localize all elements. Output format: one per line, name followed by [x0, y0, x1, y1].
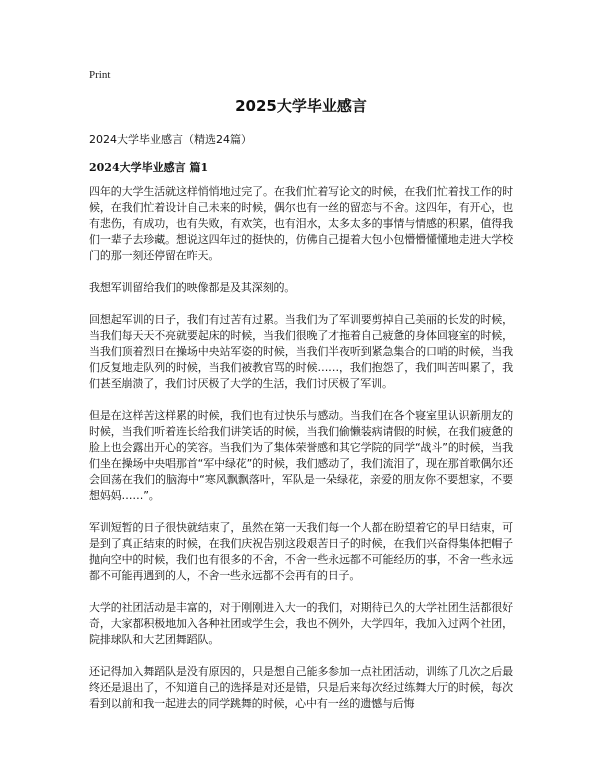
paragraph: 但是在这样苦这样累的时候，我们也有过快乐与感动。当我们在各个寝室里认识新朋友的时候，当我们听着连长给我们讲笑话的时候，当我们偷懒装病请假的时候，在我们疲惫的脸上也会露出开心的笑容。当我们为了集体荣誉感和其它学院的同学“战斗”的时候，当我们坐在操场中央唱那首“军中绿花”的时候，我们感动了，我们流泪了，现在那首歌偶尔还会回荡在我们的脑海中“寒风飘飘落叶，军队是一朵绿花，亲爱的朋友你不要想家，不要想妈妈……”。 [89, 409, 513, 502]
document-subtitle: 2024大学毕业感言（精选24篇） [89, 133, 252, 146]
paragraph: 四年的大学生活就这样悄悄地过完了。在我们忙着写论文的时候，在我们忙着找工作的时候，在我们忙着设计自己未来的时候，偶尔也有一丝的留恋与不舍。这四年，有开心，也有悲伤，有成功，也有失败，有欢笑，也有泪水，太多太多的事情与情感的积累，值得我们一辈子去珍藏。想说这四年过的挺快的，仿佛自己提着大包小包懵懵懂懂地走进大学校门的那一刻还停留在昨天。 [89, 185, 513, 262]
section-heading: 2024大学毕业感言 篇1 [89, 161, 209, 174]
paragraph: 我想军训留给我们的映像都是及其深刻的。 [89, 281, 296, 294]
paragraph: 还记得加入舞蹈队是没有原因的，只是想自己能多参加一点社团活动，训练了几次之后最终还是退出了，不知道自己的选择是对还是错，只是后来每次经过练舞大厅的时候，每次看到以前和我一起进去的同学跳舞的时候，心中有一丝的遗憾与后悔 [89, 665, 513, 710]
paragraph: 军训短暂的日子很快就结束了，虽然在第一天我们每一个人都在盼望着它的早日结束，可是到了真正结束的时候，在我们庆祝告别这段艰苦日子的时候，在我们兴奋得集体把帽子抛向空中的时候，我们也有很多的不舍，不舍一些永远都不可能经历的事，不舍一些永远都不可能再遇到的人，不舍一些永远都不会再有的日子。 [89, 521, 513, 582]
paragraph: 回想起军训的日子，我们有过苦有过累。当我们为了军训要剪掉自己美丽的长发的时候，当我们每天天不亮就要起床的时候，当我们很晚了才拖着自己疲惫的身体回寝室的时候，当我们顶着烈日在操场中央站军姿的时候，当我们半夜听到紧急集合的口哨的时候，当我们反复地走队列的时候，当我们被教官骂的时候……，我们抱怨了，我们叫苦叫累了，我们甚至崩溃了，我们讨厌极了大学的生活，我们讨厌极了军训。 [89, 313, 513, 390]
paragraph: 大学的社团活动是丰富的，对于刚刚进入大一的我们，对期待已久的大学社团生活都很好奇，大家都积极地加入各种社团或学生会，我也不例外，大学四年，我加入过两个社团，院排球队和大艺团舞蹈队。 [89, 601, 513, 646]
print-link[interactable]: Print [89, 69, 111, 81]
article-body [89, 184, 513, 728]
document-title: 2025大学毕业感言 [235, 97, 367, 115]
